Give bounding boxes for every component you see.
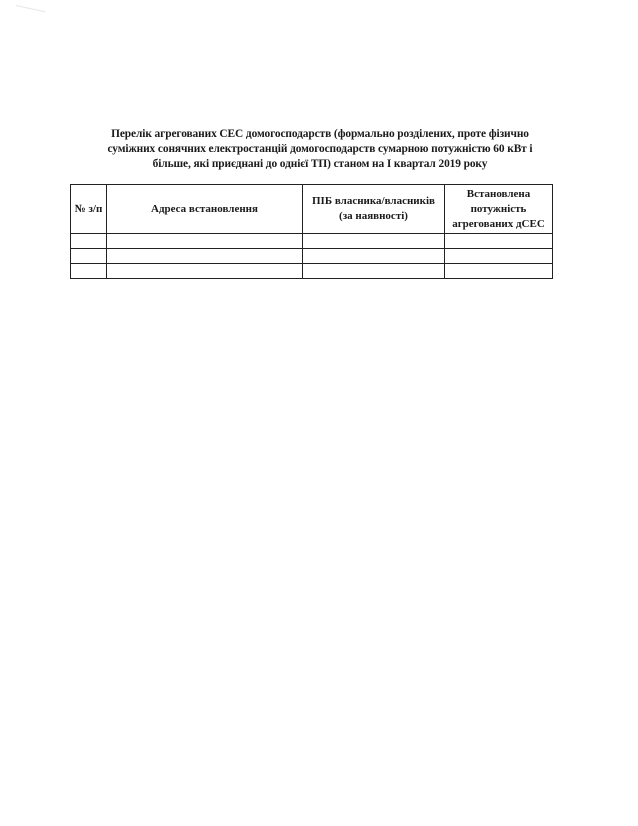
column-header-owner-label: ПІБ власника/власників (за наявності) (312, 195, 435, 222)
column-header-number-label: № з/п (74, 202, 103, 215)
table-cell (445, 264, 553, 279)
table-cell (303, 234, 445, 249)
table-cell (303, 249, 445, 264)
table-cell (107, 249, 303, 264)
column-header-number (71, 185, 107, 234)
column-header-capacity-label: Встановлена потужність агрегованих дСЕС (452, 187, 545, 230)
column-header-address-label: Адреса встановлення (151, 202, 258, 215)
table-cell (303, 264, 445, 279)
table-cell (107, 234, 303, 249)
table-header-row (71, 185, 553, 234)
table-row (71, 264, 553, 279)
table-cell (445, 249, 553, 264)
table-cell (71, 249, 107, 264)
column-header-owner (303, 185, 445, 234)
heading-line-3: більше, які приєднані до однієї ТП) станом на І квартал 2019 року (152, 158, 488, 170)
heading-line-2: суміжних сонячних електростанцій домогосподарств сумарною потужністю 60 кВт і (107, 143, 533, 155)
table-cell (445, 234, 553, 249)
table-row (71, 234, 553, 249)
table-row (71, 249, 553, 264)
column-header-address (107, 185, 303, 234)
table-cell (107, 264, 303, 279)
heading-line-1: Перелік агрегованих СЕС домогосподарств (формально розділених, проте фізично (111, 128, 529, 140)
aggregated-ses-table (70, 184, 553, 279)
scan-artifact-mark (13, 5, 45, 26)
column-header-capacity (445, 185, 553, 234)
document-heading (80, 127, 560, 172)
table-cell (71, 264, 107, 279)
table-cell (71, 234, 107, 249)
